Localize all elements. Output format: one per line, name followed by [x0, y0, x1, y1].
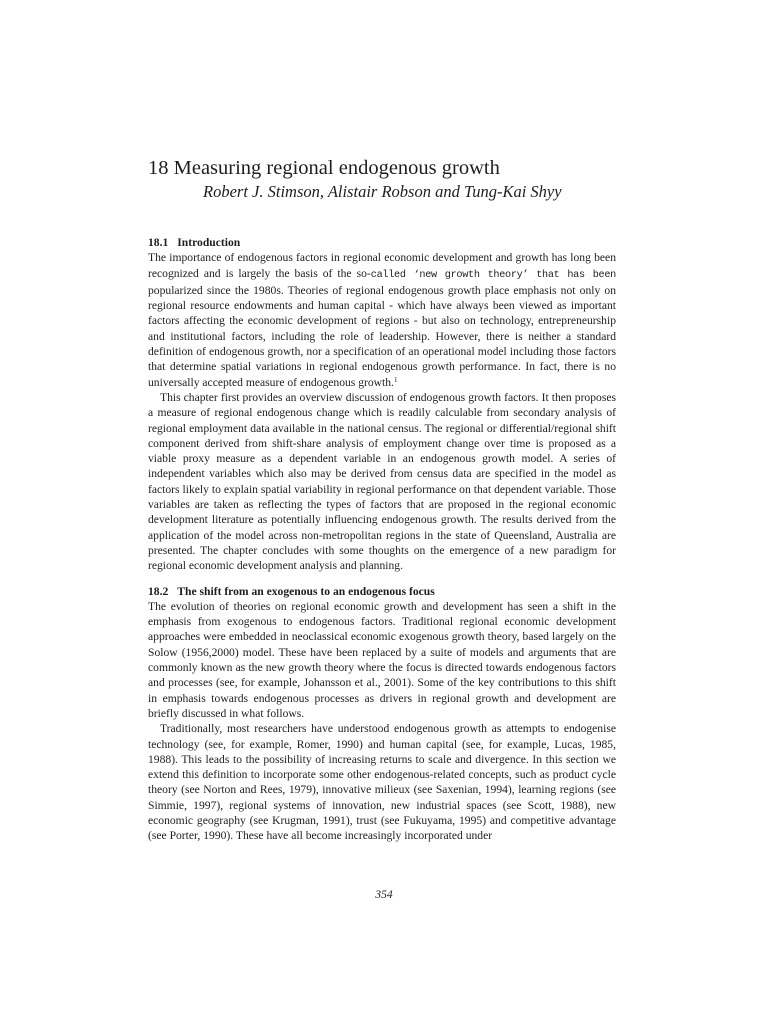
paragraph-text: The importance of endogenous factors in regional economic development and growth has long been recognized and is largely the basis of the so- [148, 251, 616, 280]
chapter-authors: Robert J. Stimson, Alistair Robson and Tung-Kai Shyy [203, 182, 562, 201]
paragraph: This chapter first provides an overview discussion of endogenous growth factors. It then proposes a measure of regional endogenous change which is readily calculable from secondary analysis of regional employment data available in the national census. The regional or differential/regional shift component derived from shift-share analysis of employment change over time is proposed as a viable proxy measure as a dependent variable in an endogenous growth model. A series of independent variables which also may be derived from census data are specified in the model as factors likely to explain spatial variability in regional performance on that dependent variable. Those variables are taken as reflecting the types of factors that are proposed in the regional economic development literature as potentially influencing endogenous growth. The results derived from the application of the model across non-metropolitan regions in the state of Queensland, Australia are presented. The chapter concludes with some thoughts on the emergence of a new paradigm for regional economic development analysis and planning. [148, 390, 616, 573]
footnote-marker[interactable]: 1 [393, 375, 398, 384]
section-title: Introduction [177, 236, 241, 249]
section-title: The shift from an exogenous to an endogenous focus [177, 584, 435, 598]
paragraph: Traditionally, most researchers have understood endogenous growth as attempts to endogenise technology (see, for example, Romer, 1990) and human capital (see, for example, Lucas, 1985, 1988). This leads to the possibility of increasing returns to scale and divergence. In this section we extend this definition to incorporate some other endogenous-related concepts, such as product cycle theory (see Norton and Rees, 1979), innovative milieux (see Saxenian, 1994), learning regions (see Simmie, 1997), regional systems of innovation, new industrial spaces (see Scott, 1988), new economic geography (see Krugman, 1991), trust (see Fukuyama, 1995) and competitive advantage (see Porter, 1990). These have all become increasingly incorporated under [148, 722, 616, 843]
monospace-text: called ‘new growth theory’ that has been [370, 269, 616, 281]
page-number: 354 [375, 888, 393, 901]
section-number: 18.2 [148, 584, 169, 598]
paragraph-text: popularized since the 1980s. Theories of regional endogenous growth place emphasis not only on regional resource endowments and human capital - which have always been viewed as important factors affecting the economic development of regions - but also on technology, entrepreneurship and institutional factors, including the role of leadership. However, there is neither a standard definition of endogenous growth, nor a specification of an operational model including those factors that determine spatial variations in regional endogenous growth performance. In fact, there is no universally accepted measure of endogenous growth. [148, 283, 616, 389]
paragraph [148, 250, 616, 390]
section-heading-exogenous-endogenous [148, 584, 616, 599]
paragraph: The evolution of theories on regional economic growth and development has seen a shift in the emphasis from exogenous to endogenous factors. Traditional regional economic development approaches were embedded in neoclassical economic exogenous growth theory, based largely on the Solow (1956,2000) model. These have been replaced by a suite of models and arguments that are commonly known as the new growth theory where the focus is directed towards endogenous factors and processes (see, for example, Johansson et al., 2001). Some of the key contributions to this shift in emphasis towards endogenous processes as drivers in regional growth and development are briefly discussed in what follows. [148, 599, 616, 720]
chapter-title: 18 Measuring regional endogenous growth [148, 157, 500, 179]
section-heading-introduction [148, 235, 616, 250]
section-number: 18.1 [148, 236, 169, 249]
book-page [148, 156, 616, 844]
